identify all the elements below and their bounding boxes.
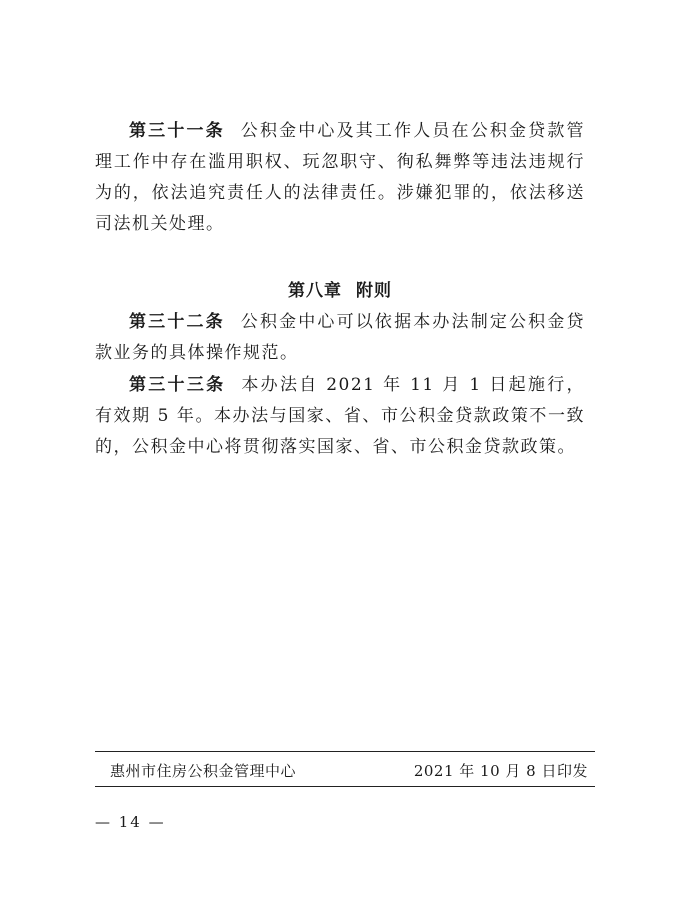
article-33-text: 本办法自 2021 年 11 月 1 日起施行，有效期 5 年。本办法与国家、省、市公积金贷款政策不一致的，公积金中心将贯彻落实国家、省、市公积金贷款政策。 — [95, 375, 586, 457]
footer-top-rule — [95, 751, 595, 752]
article-33 — [95, 370, 585, 463]
article-32-number: 第三十二条 — [129, 312, 225, 332]
footer-date: 2021 年 10 月 8 日印发 — [413, 762, 588, 780]
article-32-text: 公积金中心可以依据本办法制定公积金贷款业务的具体操作规范。 — [95, 312, 586, 363]
article-31-text: 公积金中心及其工作人员在公积金贷款管理工作中存在滥用职权、玩忽职守、徇私舞弊等违法违规行为的，依法追究责任人的法律责任。涉嫌犯罪的，依法移送司法机关处理。 — [95, 121, 586, 234]
article-31-number: 第三十一条 — [129, 121, 225, 141]
chapter-heading — [95, 276, 585, 301]
footer-imprint — [110, 760, 588, 781]
article-32 — [95, 307, 585, 369]
article-33-number: 第三十三条 — [129, 375, 226, 395]
article-31 — [95, 116, 585, 240]
footer-issuer: 惠州市住房公积金管理中心 — [110, 762, 297, 780]
page-number: — 14 — — [95, 813, 166, 831]
chapter-title: 附则 — [356, 281, 392, 301]
footer-bottom-rule — [95, 786, 595, 787]
chapter-number: 第八章 — [288, 281, 342, 301]
